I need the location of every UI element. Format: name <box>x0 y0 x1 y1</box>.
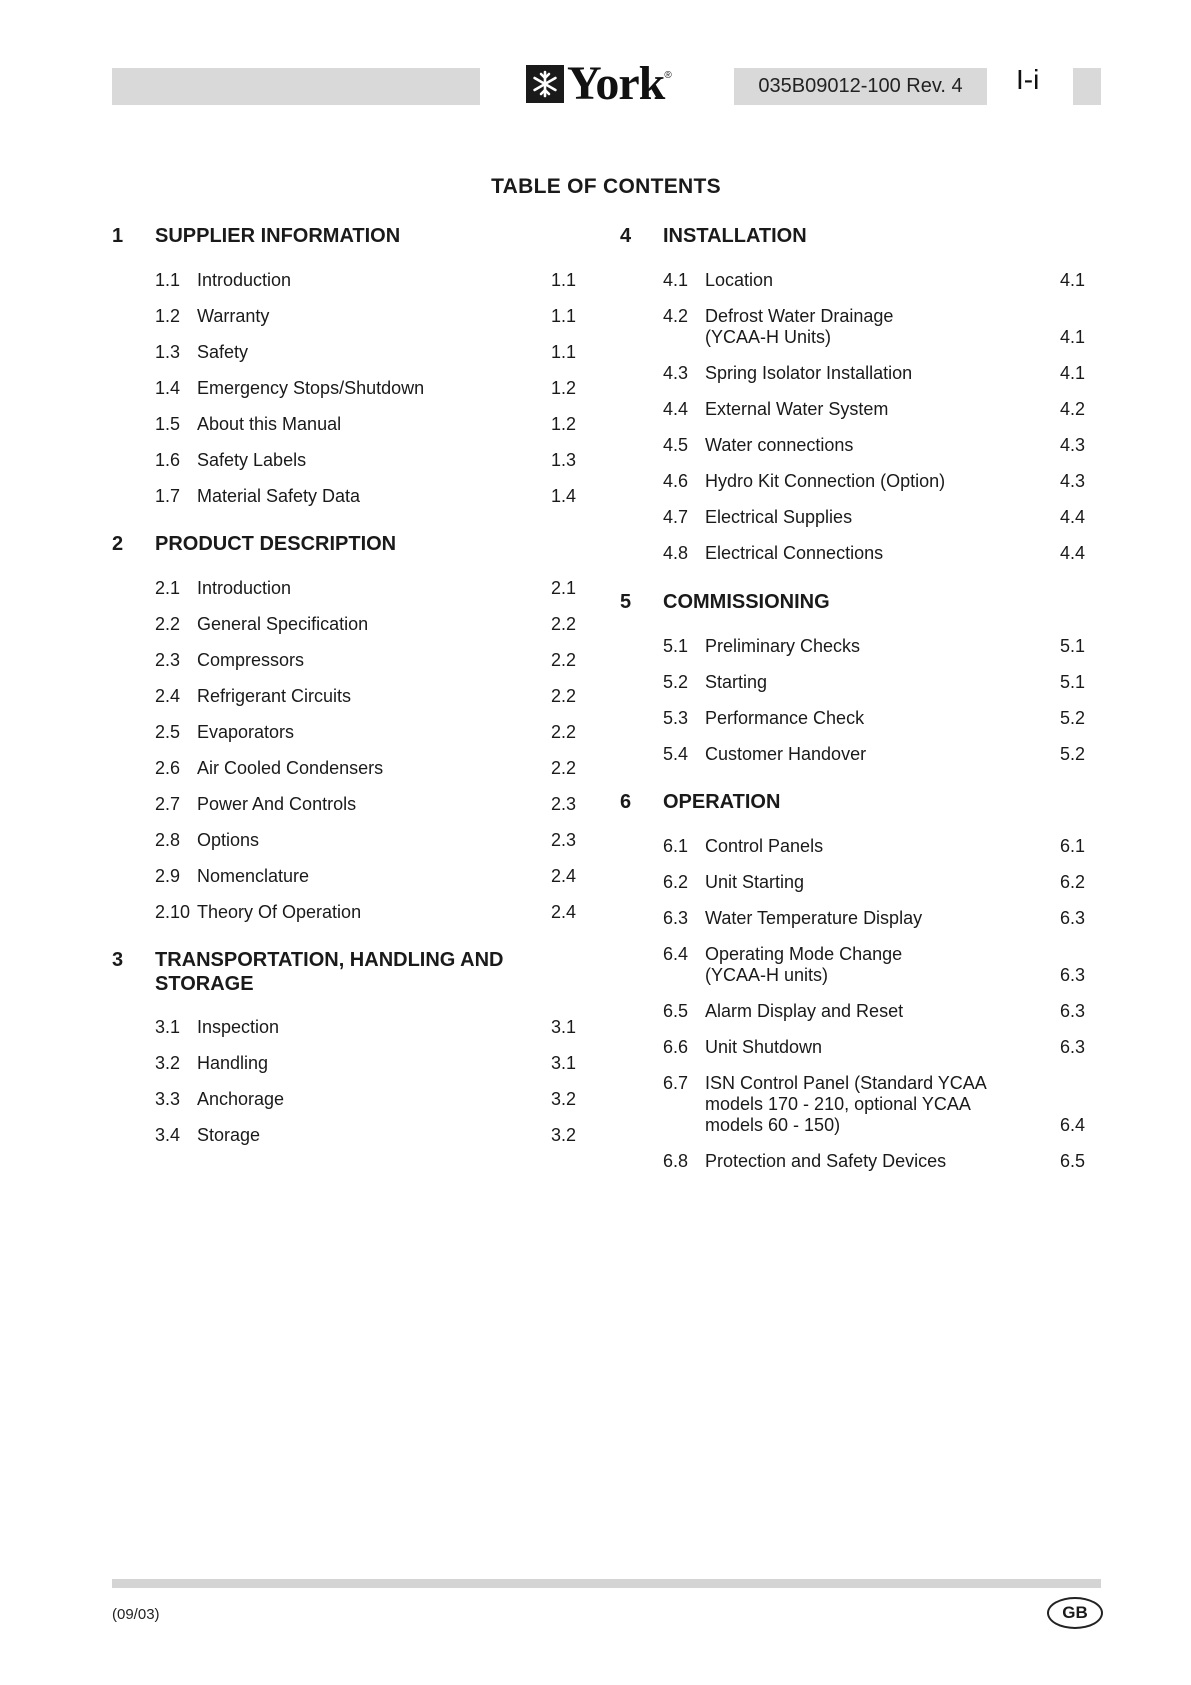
entry-number: 6.4 <box>663 944 689 964</box>
entry-page: 6.2 <box>1060 872 1086 892</box>
entry-page: 1.2 <box>551 378 577 398</box>
entry-number: 5.3 <box>663 708 689 728</box>
entry-number: 6.7 <box>663 1073 689 1093</box>
toc-entry <box>155 306 591 327</box>
entry-number: 6.6 <box>663 1037 689 1057</box>
entry-title: Preliminary Checks <box>705 636 861 656</box>
section-title: PRODUCT DESCRIPTION <box>155 533 397 555</box>
entry-title: Alarm Display and Reset <box>705 1001 904 1021</box>
entry-title: Safety Labels <box>197 450 307 470</box>
entry-title: Material Safety Data <box>197 486 361 506</box>
entry-page: 1.1 <box>551 306 577 326</box>
entry-page: 2.2 <box>551 758 577 778</box>
entry-page: 2.2 <box>551 686 577 706</box>
entry-title: Water connections <box>705 435 854 455</box>
entry-number: 1.3 <box>155 342 181 362</box>
entry-title: Unit Starting <box>705 872 805 892</box>
toc-entry <box>155 450 591 471</box>
entry-title: Air Cooled Condensers <box>197 758 384 778</box>
toc-entry <box>155 758 591 779</box>
entry-title: Power And Controls <box>197 794 357 814</box>
toc-entry <box>663 744 1100 765</box>
entry-number: 3.4 <box>155 1125 181 1145</box>
toc-entry <box>155 650 591 671</box>
entry-title: Refrigerant Circuits <box>197 686 352 706</box>
entry-number: 2.6 <box>155 758 181 778</box>
entry-page: 1.1 <box>551 270 577 290</box>
entry-title: Storage <box>197 1125 261 1145</box>
entry-number: 2.4 <box>155 686 181 706</box>
section-number: 4 <box>620 225 632 247</box>
entry-page: 2.2 <box>551 614 577 634</box>
entry-title: External Water System <box>705 399 889 419</box>
toc-entry <box>663 543 1100 564</box>
footer-date: (09/03) <box>112 1606 160 1623</box>
entry-number: 1.7 <box>155 486 181 506</box>
entry-title: Options <box>197 830 260 850</box>
entry-title: Location <box>705 270 774 290</box>
entry-page: 3.2 <box>551 1089 577 1109</box>
entry-number: 3.1 <box>155 1017 181 1037</box>
entry-page: 5.2 <box>1060 744 1086 764</box>
entry-title: Theory Of Operation <box>197 902 362 922</box>
section-title: COMMISSIONING <box>663 591 830 613</box>
entry-number: 4.1 <box>663 270 689 290</box>
entry-page: 5.2 <box>1060 708 1086 728</box>
entry-number: 2.10 <box>155 902 191 922</box>
toc-entry <box>663 306 1100 348</box>
registered-mark: ® <box>664 70 672 81</box>
page-number: I-i <box>1016 64 1040 95</box>
toc-entry <box>663 270 1100 291</box>
entry-page: 1.2 <box>551 414 577 434</box>
entry-page: 6.3 <box>1060 1001 1086 1021</box>
entry-title: Inspection <box>197 1017 280 1037</box>
entry-title: Water Temperature Display <box>705 908 923 928</box>
entry-page: 2.2 <box>551 722 577 742</box>
toc-entry <box>663 636 1100 657</box>
entry-page: 2.2 <box>551 650 577 670</box>
entry-number: 4.8 <box>663 543 689 563</box>
toc-entry <box>155 1017 591 1038</box>
entry-title: Warranty <box>197 306 270 326</box>
entry-page: 4.2 <box>1060 399 1086 419</box>
entry-title: Starting <box>705 672 768 692</box>
entry-title: Protection and Safety Devices <box>705 1151 947 1171</box>
header-bar-right <box>1073 68 1101 105</box>
entry-page: 6.3 <box>1060 965 1086 985</box>
entry-title: Introduction <box>197 270 292 290</box>
entry-page: 5.1 <box>1060 672 1086 692</box>
entry-title: Electrical Connections <box>705 543 884 563</box>
toc-entry <box>155 486 591 507</box>
header-bar-left <box>112 68 480 105</box>
entry-title: Performance Check <box>705 708 865 728</box>
entry-title: Electrical Supplies <box>705 507 853 527</box>
entry-number: 2.2 <box>155 614 181 634</box>
entry-number: 6.5 <box>663 1001 689 1021</box>
entry-title: Control Panels <box>705 836 824 856</box>
toc-entry <box>155 578 591 599</box>
entry-title: Hydro Kit Connection (Option) <box>705 471 946 491</box>
toc-entry <box>663 836 1100 857</box>
section-title: SUPPLIER INFORMATION <box>155 225 401 247</box>
toc-entry <box>663 1037 1100 1058</box>
entry-number: 4.4 <box>663 399 689 419</box>
entry-title: Evaporators <box>197 722 295 742</box>
page-title: TABLE OF CONTENTS <box>491 175 721 198</box>
entry-title: Handling <box>197 1053 269 1073</box>
toc-entry <box>663 1151 1100 1172</box>
toc-entry <box>155 722 591 743</box>
entry-number: 2.1 <box>155 578 181 598</box>
entry-title: Safety <box>197 342 249 362</box>
section-number: 3 <box>112 949 124 971</box>
entry-number: 6.1 <box>663 836 689 856</box>
entry-title: About this Manual <box>197 414 342 434</box>
section-number: 5 <box>620 591 632 613</box>
section-number: 2 <box>112 533 124 555</box>
toc-entry <box>155 378 591 399</box>
entry-number: 6.3 <box>663 908 689 928</box>
section-title: TRANSPORTATION, HANDLING AND STORAGE <box>155 949 504 995</box>
entry-number: 2.8 <box>155 830 181 850</box>
entry-page: 6.3 <box>1060 908 1086 928</box>
entry-number: 1.1 <box>155 270 181 290</box>
entry-title: Introduction <box>197 578 292 598</box>
entry-title: Unit Shutdown <box>705 1037 823 1057</box>
section-number: 6 <box>620 791 632 813</box>
entry-title: Anchorage <box>197 1089 285 1109</box>
entry-page: 4.4 <box>1060 507 1086 527</box>
entry-page: 4.3 <box>1060 435 1086 455</box>
entry-title: Defrost Water Drainage (YCAA-H Units) <box>705 306 894 347</box>
entry-number: 4.5 <box>663 435 689 455</box>
toc-entry <box>155 1053 591 1074</box>
entry-number: 4.2 <box>663 306 689 326</box>
entry-page: 3.1 <box>551 1017 577 1037</box>
toc-entry <box>155 866 591 887</box>
section-title: OPERATION <box>663 791 781 813</box>
entry-title: Customer Handover <box>705 744 867 764</box>
entry-number: 4.3 <box>663 363 689 383</box>
entry-title: Nomenclature <box>197 866 310 886</box>
entry-number: 5.1 <box>663 636 689 656</box>
language-badge: GB <box>1047 1597 1103 1629</box>
logo-wordmark: York <box>567 57 665 110</box>
toc-entry <box>663 872 1100 893</box>
entry-page: 4.1 <box>1060 363 1086 383</box>
toc-entry <box>663 1001 1100 1022</box>
entry-number: 5.4 <box>663 744 689 764</box>
toc-entry <box>155 270 591 291</box>
entry-number: 3.2 <box>155 1053 181 1073</box>
toc-entry <box>663 471 1100 492</box>
entry-page: 6.4 <box>1060 1115 1086 1135</box>
entry-page: 1.4 <box>551 486 577 506</box>
entry-page: 4.4 <box>1060 543 1086 563</box>
entry-number: 4.6 <box>663 471 689 491</box>
entry-title: Compressors <box>197 650 305 670</box>
toc-entry <box>663 363 1100 384</box>
toc-entry <box>663 908 1100 929</box>
entry-page: 2.3 <box>551 794 577 814</box>
document-number: 035B09012-100 Rev. 4 <box>734 68 987 105</box>
toc-entry <box>155 794 591 815</box>
entry-number: 2.3 <box>155 650 181 670</box>
toc-entry <box>663 1073 1100 1136</box>
toc-entry <box>155 686 591 707</box>
toc-entry <box>155 830 591 851</box>
toc-entry <box>155 614 591 635</box>
entry-number: 6.2 <box>663 872 689 892</box>
toc-entry <box>663 507 1100 528</box>
toc-entry <box>663 944 1100 986</box>
toc-entry <box>155 414 591 435</box>
entry-number: 2.7 <box>155 794 181 814</box>
entry-number: 2.9 <box>155 866 181 886</box>
entry-number: 6.8 <box>663 1151 689 1171</box>
entry-number: 1.6 <box>155 450 181 470</box>
snowflake-icon <box>526 65 564 103</box>
entry-number: 1.2 <box>155 306 181 326</box>
entry-title: Spring Isolator Installation <box>705 363 913 383</box>
toc-entry <box>663 435 1100 456</box>
entry-title: Operating Mode Change (YCAA-H units) <box>705 944 903 985</box>
toc-entry <box>663 672 1100 693</box>
toc-entry <box>663 708 1100 729</box>
entry-page: 6.3 <box>1060 1037 1086 1057</box>
entry-number: 3.3 <box>155 1089 181 1109</box>
entry-page: 5.1 <box>1060 636 1086 656</box>
toc-entry <box>155 1125 591 1146</box>
entry-number: 4.7 <box>663 507 689 527</box>
section-number: 1 <box>112 225 124 247</box>
entry-page: 4.3 <box>1060 471 1086 491</box>
entry-page: 6.1 <box>1060 836 1086 856</box>
entry-page: 1.3 <box>551 450 577 470</box>
entry-title: Emergency Stops/Shutdown <box>197 378 425 398</box>
entry-page: 2.3 <box>551 830 577 850</box>
entry-title: General Specification <box>197 614 369 634</box>
entry-number: 2.5 <box>155 722 181 742</box>
entry-number: 1.5 <box>155 414 181 434</box>
entry-page: 1.1 <box>551 342 577 362</box>
entry-page: 3.1 <box>551 1053 577 1073</box>
toc-entry <box>663 399 1100 420</box>
entry-number: 1.4 <box>155 378 181 398</box>
entry-page: 2.4 <box>551 866 577 886</box>
entry-page: 4.1 <box>1060 327 1086 347</box>
footer-rule <box>112 1579 1101 1588</box>
entry-title: ISN Control Panel (Standard YCAA models 170 - 210, optional YCAA models 60 - 150) <box>705 1073 987 1135</box>
york-logo <box>526 57 672 110</box>
entry-page: 2.4 <box>551 902 577 922</box>
entry-number: 5.2 <box>663 672 689 692</box>
toc-entry <box>155 902 591 923</box>
entry-page: 4.1 <box>1060 270 1086 290</box>
section-title: INSTALLATION <box>663 225 807 247</box>
entry-page: 6.5 <box>1060 1151 1086 1171</box>
toc-entry <box>155 1089 591 1110</box>
entry-page: 2.1 <box>551 578 577 598</box>
entry-page: 3.2 <box>551 1125 577 1145</box>
toc-entry <box>155 342 591 363</box>
